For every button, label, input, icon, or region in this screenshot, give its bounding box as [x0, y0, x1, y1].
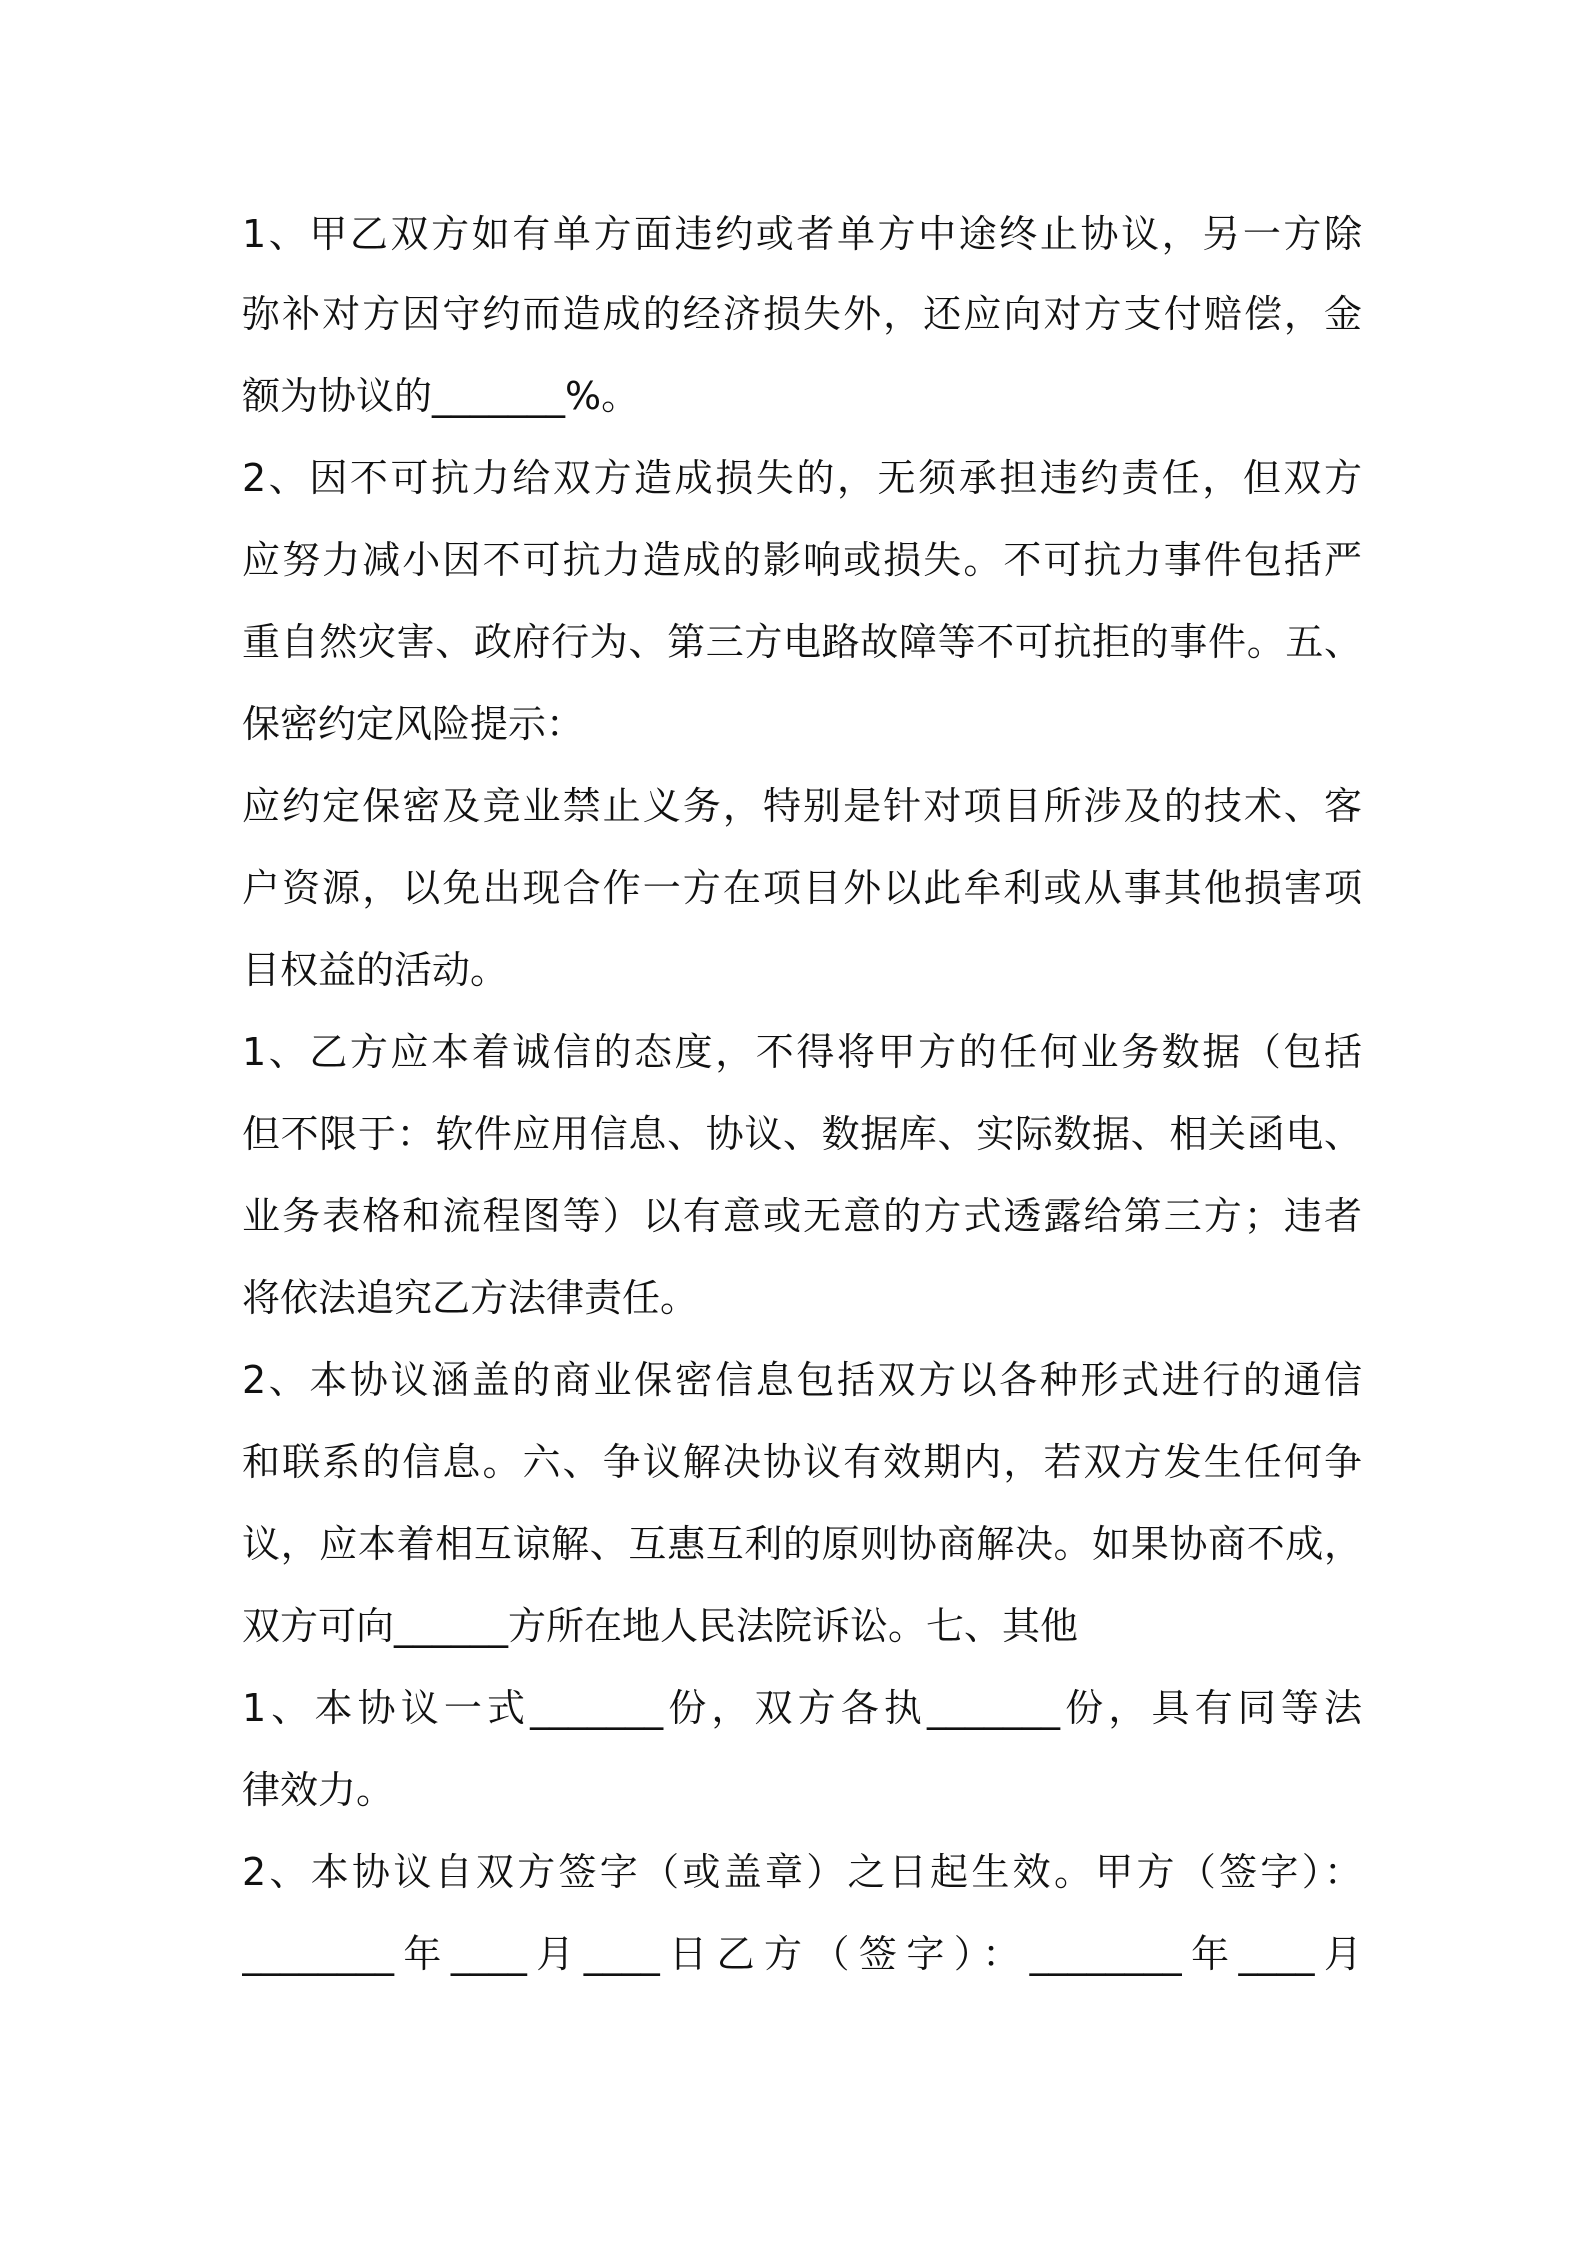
text-line-20: 律效力。 [242, 1768, 395, 1812]
text-line-2: 弥补对方因守约而造成的经济损失外，还应向对方支付赔偿，金 [242, 292, 1362, 336]
text-line-19: 1、本协议一式_______份，双方各执_______份，具有同等法 [242, 1686, 1362, 1730]
text-line-13: 业务表格和流程图等）以有意或无意的方式透露给第三方；违者 [242, 1194, 1362, 1238]
text-line-7: 保密约定风险提示： [242, 702, 585, 746]
text-line-21: 2、本协议自双方签字（或盖章）之日起生效。甲方（签字）： [242, 1850, 1362, 1894]
text-line-3: 额为协议的_______%。 [242, 374, 640, 418]
text-line-5: 应努力减小因不可抗力造成的影响或损失。不可抗力事件包括严 [242, 538, 1362, 582]
text-line-18: 双方可向______方所在地人民法院诉讼。七、其他 [242, 1604, 1079, 1648]
text-line-22: ________年____月____日乙方（签字）：________年____月 [242, 1932, 1362, 1976]
text-line-4: 2、因不可抗力给双方造成损失的，无须承担违约责任，但双方 [242, 456, 1362, 500]
text-line-11: 1、乙方应本着诚信的态度，不得将甲方的任何业务数据（包括 [242, 1030, 1362, 1074]
text-line-12: 但不限于：软件应用信息、协议、数据库、实际数据、相关函电、 [242, 1112, 1362, 1156]
text-line-9: 户资源，以免出现合作一方在项目外以此牟利或从事其他损害项 [242, 866, 1362, 910]
text-line-15: 2、本协议涵盖的商业保密信息包括双方以各种形式进行的通信 [242, 1358, 1362, 1402]
text-line-6: 重自然灾害、政府行为、第三方电路故障等不可抗拒的事件。五、 [242, 620, 1362, 664]
text-line-1: 1、甲乙双方如有单方面违约或者单方中途终止协议，另一方除 [242, 212, 1362, 256]
text-line-14: 将依法追究乙方法律责任。 [242, 1276, 699, 1320]
text-line-16: 和联系的信息。六、争议解决协议有效期内，若双方发生任何争 [242, 1440, 1362, 1484]
text-line-10: 目权益的活动。 [242, 948, 509, 992]
text-line-8: 应约定保密及竞业禁止义务，特别是针对项目所涉及的技术、客 [242, 784, 1362, 828]
text-line-17: 议，应本着相互谅解、互惠互利的原则协商解决。如果协商不成， [242, 1522, 1362, 1566]
